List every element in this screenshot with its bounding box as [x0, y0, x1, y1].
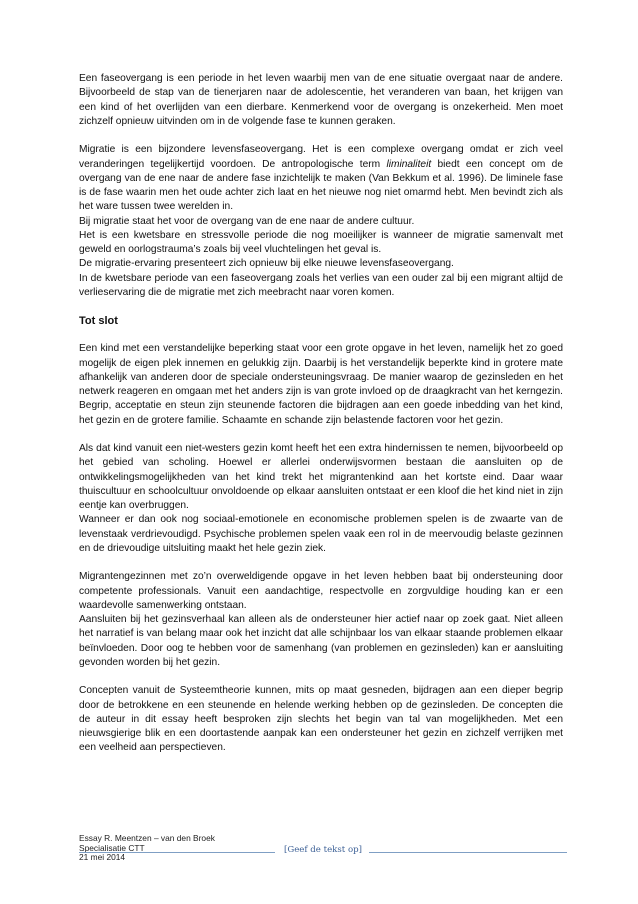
page-footer [79, 834, 567, 874]
paragraph: Als dat kind vanuit een niet-westers gezin komt heeft het een extra hindernissen te nemen, bijvoorbeeld op het gebied van scholing. Hoewel er allerlei onderwijsvormen bestaan die aansluiten op de ontwikkelingsmogelijkheden van het kind trekt het migrantenkind aan het kortste eind. Daar waar thuiscultuur en schoolcultuur onvoldoende op elkaar aansluiten ontstaat er een kloof die het kind niet in zijn eentje kan overbruggen. [79, 443, 563, 511]
footer-rule-right [369, 852, 567, 853]
paragraph: Een kind met een verstandelijke beperking staat voor een grote opgave in het leven, namelijk het zo goed mogelijk de eigen plek innemen en gelukkig zijn. Daarbij is het verstandelijk beperkte kind in grotere mate afhankelijk van anderen door de speciale ondersteuningsvraag. De manier waarop de gezinsleden en het netwerk reageren en omgaan met het anders zijn is van grote invloed op de draagkracht van het kerngezin. Begrip, acceptatie en steun zijn steunende factoren die bijdragen aan een goede inbedding van het kind, het gezin en de grotere familie. Schaamte en schande zijn belastende factoren voor het gezin. [79, 343, 563, 426]
footer-author: Essay R. Meentzen – van den Broek [79, 833, 215, 843]
paragraph: Concepten vanuit de Systeemtheorie kunnen, mits op maat gesneden, bijdragen aan een dieper begrip door de betrokkene en een steunende en helende werking hebben op de gezinsleden. De concepten die de auteur in dit essay heeft besproken zijn slechts het begin van tal van mogelijkheden. Met een nieuwsgierige blik en een doortastende aanpak kan een ondersteuner het gezin en zichzelf verrijken met een veelheid aan perspectieven. [79, 685, 563, 754]
text-span: Migratie is een bijzondere levensfaseovergang. Het is een complexe overgang omdat er zich veel veranderingen tegelijkertijd voordoen. De antropologische term [79, 144, 563, 170]
italic-term: liminaliteit [386, 158, 432, 170]
footer-placeholder[interactable]: [Geef de tekst op] [284, 845, 362, 855]
section-heading: Tot slot [79, 315, 118, 328]
paragraph: Wanneer er dan ook nog sociaal-emotionele en economische problemen spelen is de zwaarte van de levenstaak verdrievoudigd. Psychische problemen spelen vaak een rol in de meervoudig belaste gezinnen en de drievoudige uitsluiting maakt het hele gezin ziek. [79, 514, 563, 554]
paragraph: Migrantengezinnen met zo’n overweldigende opgave in het leven hebben baat bij ondersteuning door competente professionals. Vanuit een aandachtige, respectvolle en zorgvuldige houding kan er een waardevolle samenwerking ontstaan. [79, 571, 563, 611]
paragraph [79, 143, 563, 214]
paragraph: De migratie-ervaring presenteert zich opnieuw bij elke nieuwe levensfaseovergang. [79, 258, 454, 270]
paragraph: Een faseovergang is een periode in het leven waarbij men van de ene situatie overgaat naar de andere. Bijvoorbeeld de stap van de tienerjaren naar de adolescentie, het veranderen van baan, het krijgen van een kind of het overlijden van een dierbare. Kenmerkend voor de overgang is onzekerheid. Men moet zichzelf opnieuw uitvinden om in de volgende fase te kunnen geraken. [79, 73, 563, 127]
footer-specialisation: Specialisatie CTT [79, 842, 145, 853]
text-span: biedt een concept om de overgang van de ene naar de andere fase inzichtelijk te maken (Van Bekkum et al. 1996). De liminele fase is de fase waarin men het oude achter zich laat en het nieuwe nog niet omarmd hebt. Men bevindt zich als het ware tussen twee werelden in. [79, 158, 563, 213]
footer-rule-left [79, 852, 275, 853]
footer-author-block [79, 834, 215, 863]
body-text [79, 72, 563, 770]
paragraph: Het is een kwetsbare en stressvolle periode die nog moeilijker is wanneer de migratie samenvalt met geweld en oorlogstrauma’s zoals bij veel vluchtelingen het geval is. [79, 229, 563, 255]
paragraph: Bij migratie staat het voor de overgang van de ene naar de andere cultuur. [79, 215, 415, 227]
paragraph: In de kwetsbare periode van een faseovergang zoals het verlies van een ouder zal bij een migrant altijd de verlieservaring die de migratie met zich meebracht naar voren komen. [79, 272, 563, 298]
footer-date: 21 mei 2014 [79, 852, 126, 863]
paragraph: Aansluiten bij het gezinsverhaal kan alleen als de ondersteuner hier actief naar op zoek gaat. Niet alleen het narratief is van belang maar ook het inzicht dat alle schijnbaar los van elkaar staande problemen elkaar beïnvloeden. Door oog te hebben voor de samenhang (van problemen en gezinsleden) kan er aansluiting gevonden worden bij het gezin. [79, 614, 563, 668]
